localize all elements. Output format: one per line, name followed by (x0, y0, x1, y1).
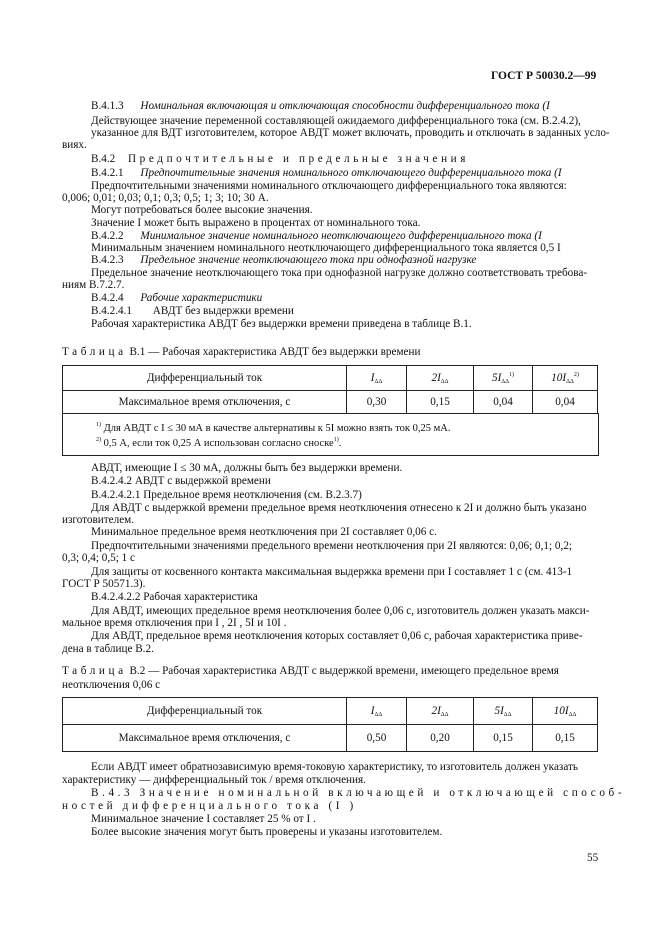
table1 (62, 365, 598, 414)
text-line: B.4.3 Значение номинальной включающей и отключающей способ- (91, 787, 626, 799)
text-line: Значение I может быть выражено в процентах от номинального тока. (91, 217, 421, 229)
text-line: Предпочтительными значениями номинального отключающего дифференциального тока являются: (91, 180, 567, 192)
table1-header-0: Дифференциальный ток (63, 366, 347, 391)
table2-header-4: $10I_{\Delta\Delta}$ (533, 698, 598, 725)
table1-header-4: $10I_{\Delta\Delta}^{2)}$ (533, 366, 598, 391)
text-line: характеристику — дифференциальный ток / время отключения. (62, 774, 366, 786)
table2-value-3: 0,15 (533, 725, 598, 752)
clause-number: B.4.2.2 (91, 230, 124, 242)
text-line: Если АВДТ имеет обратнозависимую время-токовую характеристику, то изготовитель должен указать (91, 761, 579, 773)
text-line: виях. (62, 139, 87, 151)
table1-caption (62, 346, 420, 359)
table1-row-label: Максимальное время отключения, с (63, 391, 347, 414)
text-line: Могут потребоваться более высокие значения. (91, 204, 313, 216)
clause-number: B.4.2.3 (91, 254, 124, 266)
text-line: Более высокие значения могут быть проверены и указаны изготовителем. (91, 826, 443, 838)
text-line: Предпочтительные значения номинального отключающего дифференциального тока (I (140, 167, 562, 179)
text-line: Предпочтительными значениями предельного времени неотключения при 2I являются: 0,06; 0,1; 0,2; (91, 540, 573, 552)
table2 (62, 697, 598, 752)
table1-value-1: 0,15 (407, 391, 474, 414)
table2-caption-word: Таблица (62, 665, 127, 677)
text-line: ниям B.7.2.7. (62, 279, 125, 291)
text-line: B.4.2.4.2.1 Предельное время неотключения (см. B.2.3.7) (91, 489, 362, 501)
text-line: Минимальное значение I составляет 25 % от I . (91, 813, 316, 825)
text-line: B.4.2.4.2 АВДТ с выдержкой времени (91, 475, 271, 487)
page-number: 55 (587, 852, 599, 864)
clause-number: B.4.2.1 (91, 167, 124, 179)
table2-caption-line1: Таблица B.2 — Рабочая характеристика АВДТ с выдержкой времени, имеющего предельное время (62, 665, 559, 677)
text-line: Минимальным значением номинального неотключающего дифференциального тока является 0,5 I (91, 242, 561, 254)
text-line: Предельное значение неотключающего тока при однофазной нагрузке должно соответствовать требова- (91, 267, 588, 279)
table2-caption-line2: неотключения 0,06 с (62, 679, 161, 691)
text-line: 0,006; 0,01; 0,03; 0,1; 0,3; 0,5; 1; 3; 10; 30 А. (62, 192, 269, 204)
table1-header-2: $2I_{\Delta\Delta}$ (407, 366, 474, 391)
page-header: ГОСТ Р 50030.2—99 (491, 70, 597, 82)
text-line: Минимальное предельное время неотключения при 2I составляет 0,06 с. (91, 526, 437, 538)
text-line: мальное время отключения при I , 2I , 5I и 10I . (62, 617, 287, 629)
text-line: Рабочие характеристики (140, 292, 263, 304)
table2-row-label: Максимальное время отключения, с (63, 725, 347, 752)
table1-caption-text: B.1 — Рабочая характеристика АВДТ без выдержки времени (129, 346, 421, 358)
text-line: АВДТ, имеющие I ≤ 30 мА, должны быть без выдержки времени. (91, 462, 403, 474)
table2-value-0: 0,50 (347, 725, 407, 752)
table2-header-3: $5I_{\Delta\Delta}$ (474, 698, 533, 725)
text-line: изготовителем. (62, 514, 135, 526)
text-line: Предпочтительные и предельные значения (128, 153, 470, 165)
text-line: ГОСТ Р 50571.3). (62, 578, 146, 590)
text-line: Для АВДТ, предельное время неотключения которых составляет 0,06 с, рабочая характеристика приве- (91, 630, 583, 642)
text-line: Для АВДТ с выдержкой времени предельное время неотключения отнесено к 2I и должно быть указано (91, 502, 587, 514)
text-line: дена в таблице B.2. (62, 643, 154, 655)
table1-header-3: $5I_{\Delta\Delta}^{1)}$ (474, 366, 533, 391)
clause-number: B.4.2.4 (91, 292, 124, 304)
table1-value-2: 0,04 (474, 391, 533, 414)
clause-number: B.4.2 (91, 153, 116, 165)
text-line: ностей дифференциального тока (I ) (62, 800, 357, 812)
table2-header-1: $I_{\Delta\Delta}$ (347, 698, 407, 725)
text-line: Действующее значение переменной составляющей ожидаемого дифференциального тока (см. B.2.4.2), (91, 115, 581, 127)
text-line: указанное для ВДТ изготовителем, которое АВДТ может включать, проводить и отключать в заданных усло- (91, 127, 610, 139)
text-line: Номинальная включающая и отключающая способности дифференциального тока (I (140, 100, 550, 112)
text-line: АВДТ без выдержки времени (152, 305, 294, 317)
clause-number: B.4.2.4.1 (91, 305, 133, 317)
text-line: B.4.2.4.2.2 Рабочая характеристика (91, 591, 258, 603)
table1-note2: $^{2)}$ 0,5 А, если ток 0,25 А использован согласно сноске$^{1)}$. (96, 437, 342, 449)
text-line: Для защиты от косвенного контакта максимальная выдержка времени при I составляет 1 с (см. 413-1 (91, 566, 573, 578)
table2-value-2: 0,15 (474, 725, 533, 752)
table1-caption-word: Таблица (62, 346, 127, 358)
table1-value-0: 0,30 (347, 391, 407, 414)
table2-header-2: $2I_{\Delta\Delta}$ (407, 698, 474, 725)
text-line: Рабочая характеристика АВДТ без выдержки времени приведена в таблице B.1. (91, 318, 472, 330)
table1-header-1: $I_{\Delta\Delta}$ (347, 366, 407, 391)
text-line: 0,3; 0,4; 0,5; 1 с (62, 552, 136, 564)
text-line: Минимальное значение номинального неотключающего дифференциального тока (I (140, 230, 542, 242)
table1-note1: $^{1)}$ Для АВДТ с I ≤ 30 мА в качестве альтернативы к 5I можно взять ток 0,25 мА. (96, 422, 451, 434)
table2-value-1: 0,20 (407, 725, 474, 752)
table1-value-3: 0,04 (533, 391, 598, 414)
text-line: Предельное значение неотключающего тока при однофазной нагрузке (140, 254, 477, 266)
clause-number: B.4.1.3 (91, 100, 124, 112)
text-line: Для АВДТ, имеющих предельное время неотключения более 0,06 с, изготовитель должен указать макси- (91, 605, 590, 617)
table2-header-0: Дифференциальный ток (63, 698, 347, 725)
